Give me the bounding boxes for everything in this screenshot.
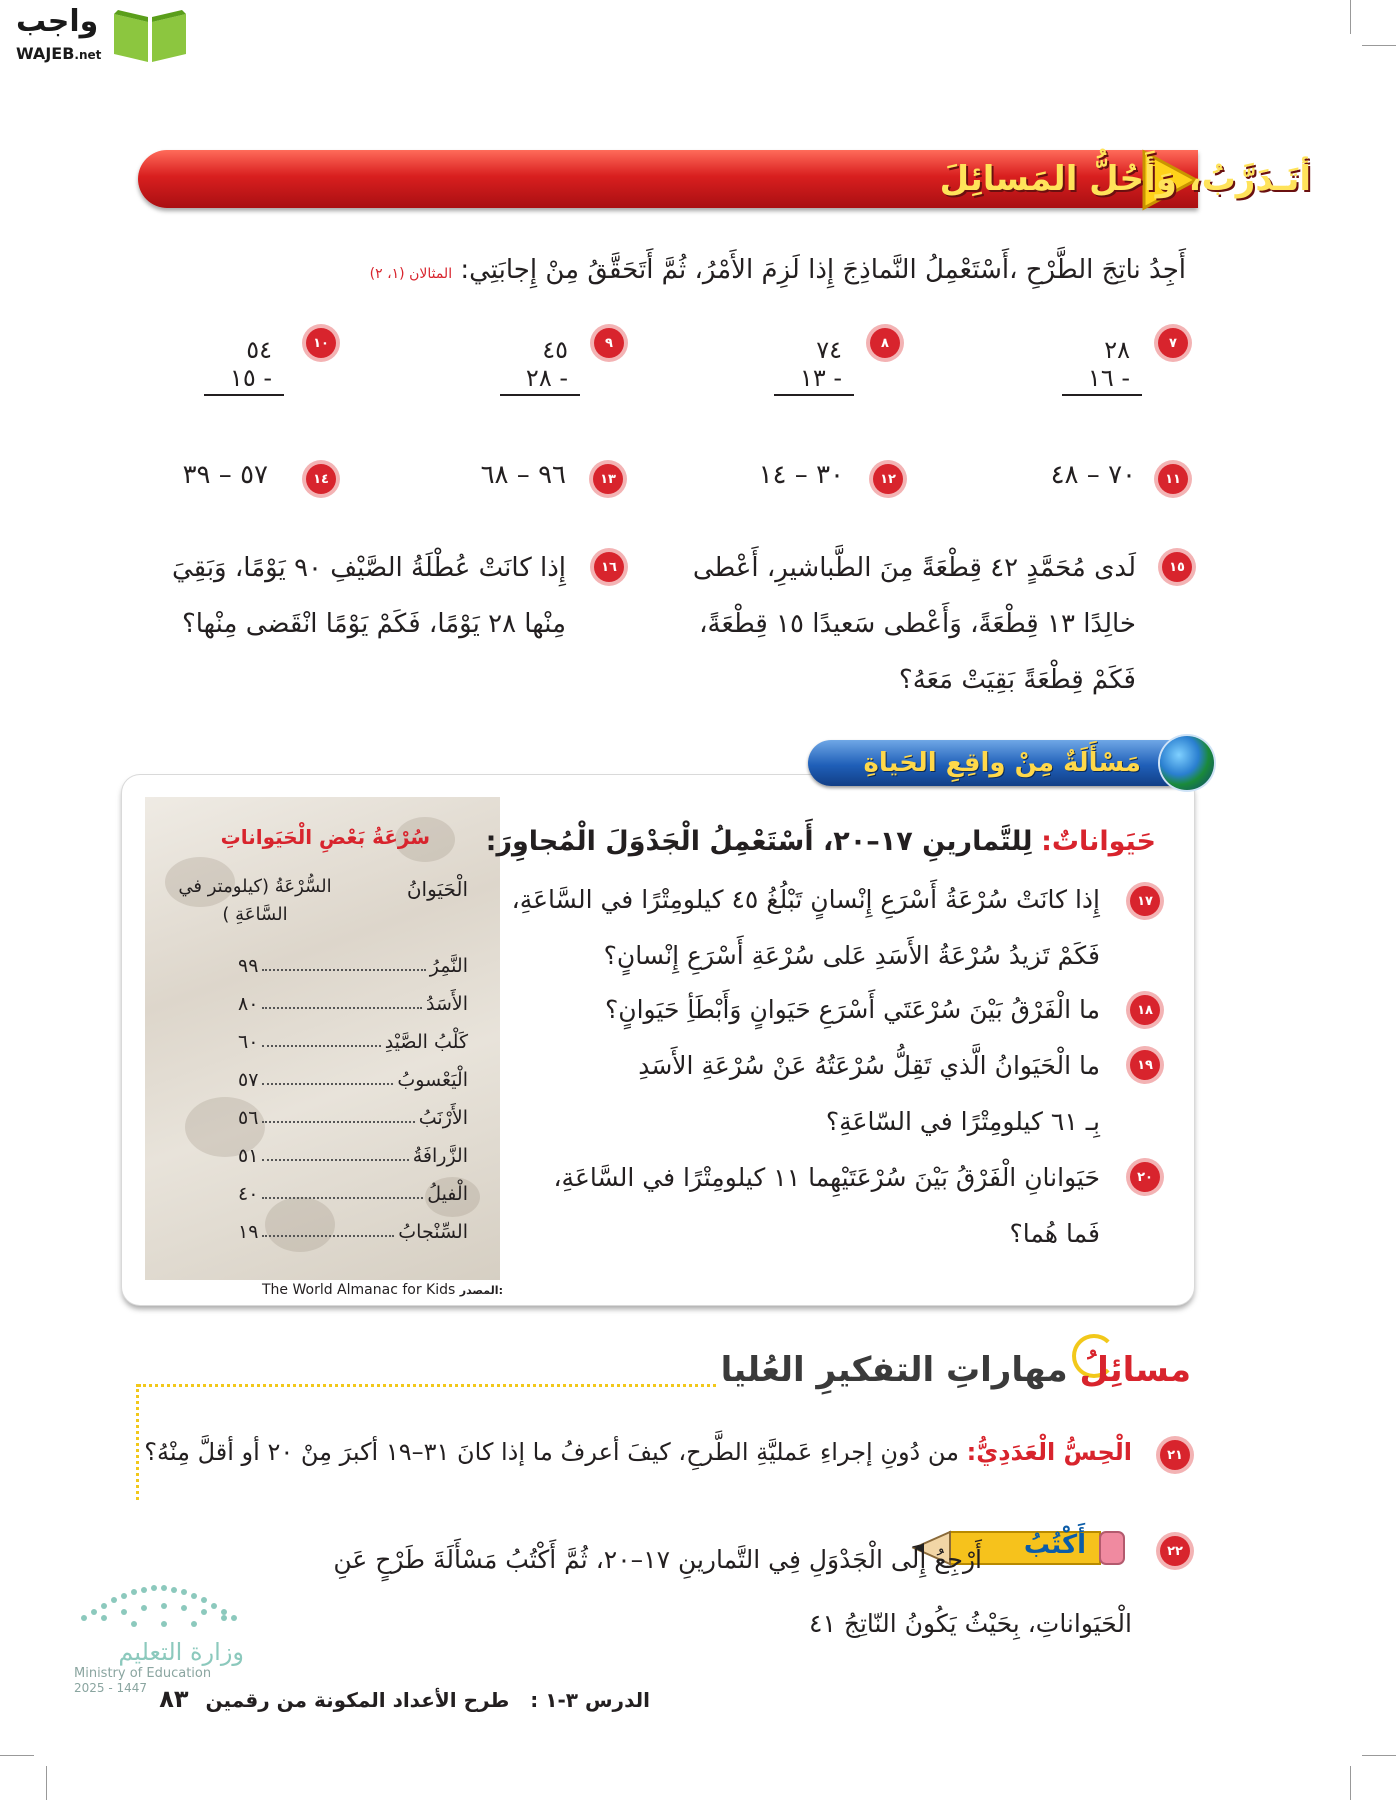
subtrahend: ٢٨ - [500, 364, 580, 396]
q21-text: من دُونِ إجراءِ عَمليَّةِ الطَّرحِ، كيفَ أعرفُ ما إذا كانَ ٣١–١٩ أكبرَ مِنْ ٢٠ أو أقلَّ مِنْهُ؟ [144, 1438, 959, 1466]
problem-number: ٨ [870, 328, 900, 358]
instructions [370, 255, 1186, 285]
crop-mark [1362, 1755, 1396, 1756]
crop-mark [0, 1755, 34, 1756]
line: فَما هُما؟ [1009, 1219, 1100, 1248]
dotted-border [138, 1384, 716, 1387]
logo-latin [16, 44, 101, 63]
logo-suffix: .net [74, 48, 102, 62]
line: ما الْفَرْقُ بَيْنَ سُرْعَتَي أَسْرَعِ حَيَوانٍ وَأَبْطَأِ حَيَوانٍ؟ [604, 995, 1100, 1024]
logo-latin-text: WAJEB [16, 44, 75, 63]
problem-8 [870, 328, 900, 358]
problem-17 [1130, 886, 1160, 916]
leader-dots [262, 1007, 422, 1009]
leader-dots [262, 1121, 414, 1123]
leader-dots [262, 1159, 408, 1161]
line: الْحَيَواناتِ، بِحَيْثُ يَكُونُ النّاتِجُ ٤١ [809, 1609, 1132, 1638]
problem-number: ١٧ [1130, 886, 1160, 916]
table-row [238, 977, 468, 1015]
animal-name: الْيَعْسوبُ [397, 1069, 468, 1091]
line: إِذا كانَتْ سُرْعَةُ أَسْرَعِ إِنْسانٍ تَبْلُغُ ٤٥ كيلومِتْرًا في السَّاعَةِ، [511, 885, 1100, 914]
instructions-text: أَجِدُ ناتِجَ الطَّرْحِ ،أَسْتَعْمِلُ النَّماذِجَ إِذا لَزِمَ الأَمْرُ، ثُمَّ أَتَحَقَّقُ مِنْ إِجابَتِي: [460, 255, 1186, 285]
page-number: ٨٣ [159, 1685, 189, 1713]
table-row [238, 939, 468, 977]
crop-mark [1350, 0, 1351, 34]
line: أَرْجِعُ إِلَى الْجَدْوَلِ فِي التَّمارينِ ١٧–٢٠، ثُمَّ أَكْتُبُ مَسْأَلَةَ طَرْحٍ عَنِ [333, 1545, 982, 1574]
source-label: المصدر: [459, 1284, 503, 1297]
problem-number: ١٣ [593, 464, 623, 494]
table-row [238, 1015, 468, 1053]
animal-name: النَّمِرُ [429, 955, 468, 977]
subtrahend: ١٦ - [1062, 364, 1142, 396]
problem-19-text [638, 1038, 1100, 1150]
table-row [238, 1091, 468, 1129]
hots-title [721, 1350, 1191, 1390]
hots-title-red: مسائِلُ [1079, 1350, 1191, 1390]
lesson-title: طرح الأعداد المكونة من رقمين [205, 1688, 510, 1712]
crop-mark [1350, 1766, 1351, 1800]
crop-mark [46, 1766, 47, 1800]
problem-13-expr: ٩٦ – ٦٨ [480, 460, 566, 490]
animal-name: الزَّرافَةُ [412, 1145, 468, 1167]
section-title: أتَـدَرَّبُ، وَأَحُلُّ المَسائِلَ [939, 159, 1311, 199]
leader-dots [262, 1235, 394, 1237]
real-life-title: مَسْأَلَةٌ مِنْ واقِعِ الحَياةِ [863, 748, 1141, 778]
ministry-pattern-icon [74, 1578, 254, 1634]
leader-dots [262, 969, 425, 971]
table-row [238, 1053, 468, 1091]
line: لَدى مُحَمَّدٍ ٤٢ قِطْعَةً مِنَ الطَّباشيرِ، أَعْطى [692, 553, 1136, 583]
problem-12 [873, 464, 903, 494]
table-row [238, 1167, 468, 1205]
animal-name: الأَرْنَبُ [418, 1107, 468, 1129]
problem-20-text [553, 1150, 1100, 1262]
logo-arabic: واجب [16, 4, 99, 39]
problem-14 [306, 464, 336, 494]
animal-name: السِّنْجابُ [398, 1221, 468, 1243]
line: خالِدًا ١٣ قِطْعَةً، وَأَعْطى سَعيدًا ١٥ قِطْعَةً، [699, 609, 1136, 639]
animal-name: كَلْبُ الصَّيْدِ [384, 1031, 468, 1053]
problem-19 [1130, 1050, 1160, 1080]
minuend: ٥٤ [246, 336, 272, 364]
animal-speed: ٥٦ [238, 1107, 259, 1129]
write-label: أَكْتُبُ [1023, 1530, 1086, 1560]
footer-lesson [159, 1685, 650, 1713]
problem-20 [1130, 1162, 1160, 1192]
table-row [238, 1205, 468, 1243]
line: إِذا كانَتْ عُطْلَةُ الصَّيْفِ ٩٠ يَوْمًا، وَبَقِيَ [172, 553, 566, 583]
animal-speed: ١٩ [238, 1221, 259, 1243]
problem-number: ١٢ [873, 464, 903, 494]
problem-10 [306, 328, 336, 358]
problem-number: ٢١ [1160, 1440, 1190, 1470]
examples-ref: المثالان (١، ٢) [369, 266, 453, 282]
problem-number: ١٠ [306, 328, 336, 358]
table-title: سُرْعَةُ بَعْضِ الْحَيَواناتِ [220, 825, 430, 849]
minuend: ٢٨ [1104, 336, 1130, 364]
line: ما الْحَيَوانُ الَّذي تَقِلُّ سُرْعَتُهُ عَنْ سُرْعَةِ الأَسَدِ [638, 1051, 1100, 1080]
animal-speed: ٥٧ [238, 1069, 259, 1091]
q21-label: الْحِسُّ الْعَدَدِيُّ: [966, 1438, 1132, 1466]
leader-dots [262, 1083, 393, 1085]
animal-speed-table [145, 797, 500, 1280]
heading-text: لِلتَّمارينِ ١٧–٢٠، أَسْتَعْمِلُ الْجَدْوَلَ الْمُجاوِرَ: [485, 826, 1033, 857]
problem-7-body [1062, 336, 1142, 396]
problem-12-expr: ٣٠ – ١٤ [758, 460, 844, 490]
problem-22-text [333, 1528, 1132, 1656]
problem-17-text [512, 872, 1100, 984]
problem-number: ٢٠ [1130, 1162, 1160, 1192]
subtrahend: ١٥ - [204, 364, 284, 396]
problem-21 [1160, 1440, 1190, 1470]
animal-name: الأَسَدُ [425, 993, 468, 1015]
table-rows [238, 939, 468, 1243]
problem-22 [1160, 1536, 1190, 1566]
real-life-heading [486, 826, 1156, 857]
problem-9-body [500, 336, 580, 396]
problem-8-body [774, 336, 854, 396]
animal-name: الْفيلُ [427, 1183, 468, 1205]
line: فَكَمْ تَزيدُ سُرْعَةُ الأَسَدِ عَلى سُرْعَةِ أَسْرَعِ إِنْسانٍ؟ [603, 941, 1100, 970]
column-speed: السُّرْعَةُ (كيلومتر في السَّاعَةِ ) [178, 876, 332, 925]
problem-13 [593, 464, 623, 494]
problem-number: ٩ [594, 328, 624, 358]
hots-title-rest: مهاراتِ التفكيرِ العُليا [720, 1350, 1068, 1390]
problem-10-body [204, 336, 284, 396]
column-animal: الْحَيَوانُ [406, 877, 468, 901]
problem-number: ١٦ [594, 552, 624, 582]
line: بِـ ٦١ كيلومِتْرًا في السّاعَةِ؟ [825, 1107, 1100, 1136]
leader-dots [262, 1197, 423, 1199]
minuend: ٧٤ [816, 336, 842, 364]
table-source [262, 1282, 503, 1298]
animal-speed: ٩٩ [238, 955, 259, 977]
line: حَيَوانانِ الْفَرْقُ بَيْنَ سُرْعَتَيْهِما ١١ كيلومِتْرًا في السَّاعَةِ، [553, 1163, 1100, 1192]
problem-15-text [693, 540, 1136, 708]
problem-number: ٧ [1158, 328, 1188, 358]
minuend: ٤٥ [542, 336, 568, 364]
dotted-border [136, 1384, 139, 1500]
ministry-ar: وزارة التعليم [118, 1638, 244, 1666]
problem-21-text [144, 1438, 1132, 1466]
line: مِنْها ٢٨ يَوْمًا، فَكَمْ يَوْمًا انْقَضى مِنْها؟ [181, 609, 566, 639]
book-icon [110, 4, 190, 66]
leader-dots [262, 1045, 380, 1047]
animal-speed: ٦٠ [238, 1031, 259, 1053]
site-logo[interactable] [6, 4, 191, 66]
animal-speed: ٥١ [238, 1145, 259, 1167]
crop-mark [1362, 45, 1396, 46]
problem-15 [1162, 552, 1192, 582]
problem-16 [594, 552, 624, 582]
heading-label: حَيَواناتٌ: [1041, 826, 1156, 857]
source-text: The World Almanac for Kids [262, 1282, 456, 1298]
ministry-en: Ministry of Education [74, 1666, 212, 1681]
problem-number: ١١ [1158, 464, 1188, 494]
problem-number: ١٤ [306, 464, 336, 494]
subtrahend: ١٣ - [774, 364, 854, 396]
problem-16-text [172, 540, 566, 652]
problem-18-text [605, 982, 1100, 1038]
lesson-number: الدرس ٣-١ : [530, 1688, 650, 1712]
problem-18 [1130, 995, 1160, 1025]
ministry-year: 2025 - 1447 [74, 1681, 148, 1695]
table-row [238, 1129, 468, 1167]
problem-number: ١٩ [1130, 1050, 1160, 1080]
globe-icon [1160, 736, 1214, 790]
line: فَكَمْ قِطْعَةً بَقِيَتْ مَعَهُ؟ [898, 665, 1136, 695]
animal-speed: ٤٠ [238, 1183, 259, 1205]
problem-9 [594, 328, 624, 358]
problem-7 [1158, 328, 1188, 358]
problem-11 [1158, 464, 1188, 494]
animal-speed: ٨٠ [238, 993, 259, 1015]
problem-number: ٢٢ [1160, 1536, 1190, 1566]
problem-14-expr: ٥٧ – ٣٩ [182, 460, 268, 490]
problem-number: ١٨ [1130, 995, 1160, 1025]
problem-11-expr: ٧٠ – ٤٨ [1050, 460, 1136, 490]
problem-number: ١٥ [1162, 552, 1192, 582]
